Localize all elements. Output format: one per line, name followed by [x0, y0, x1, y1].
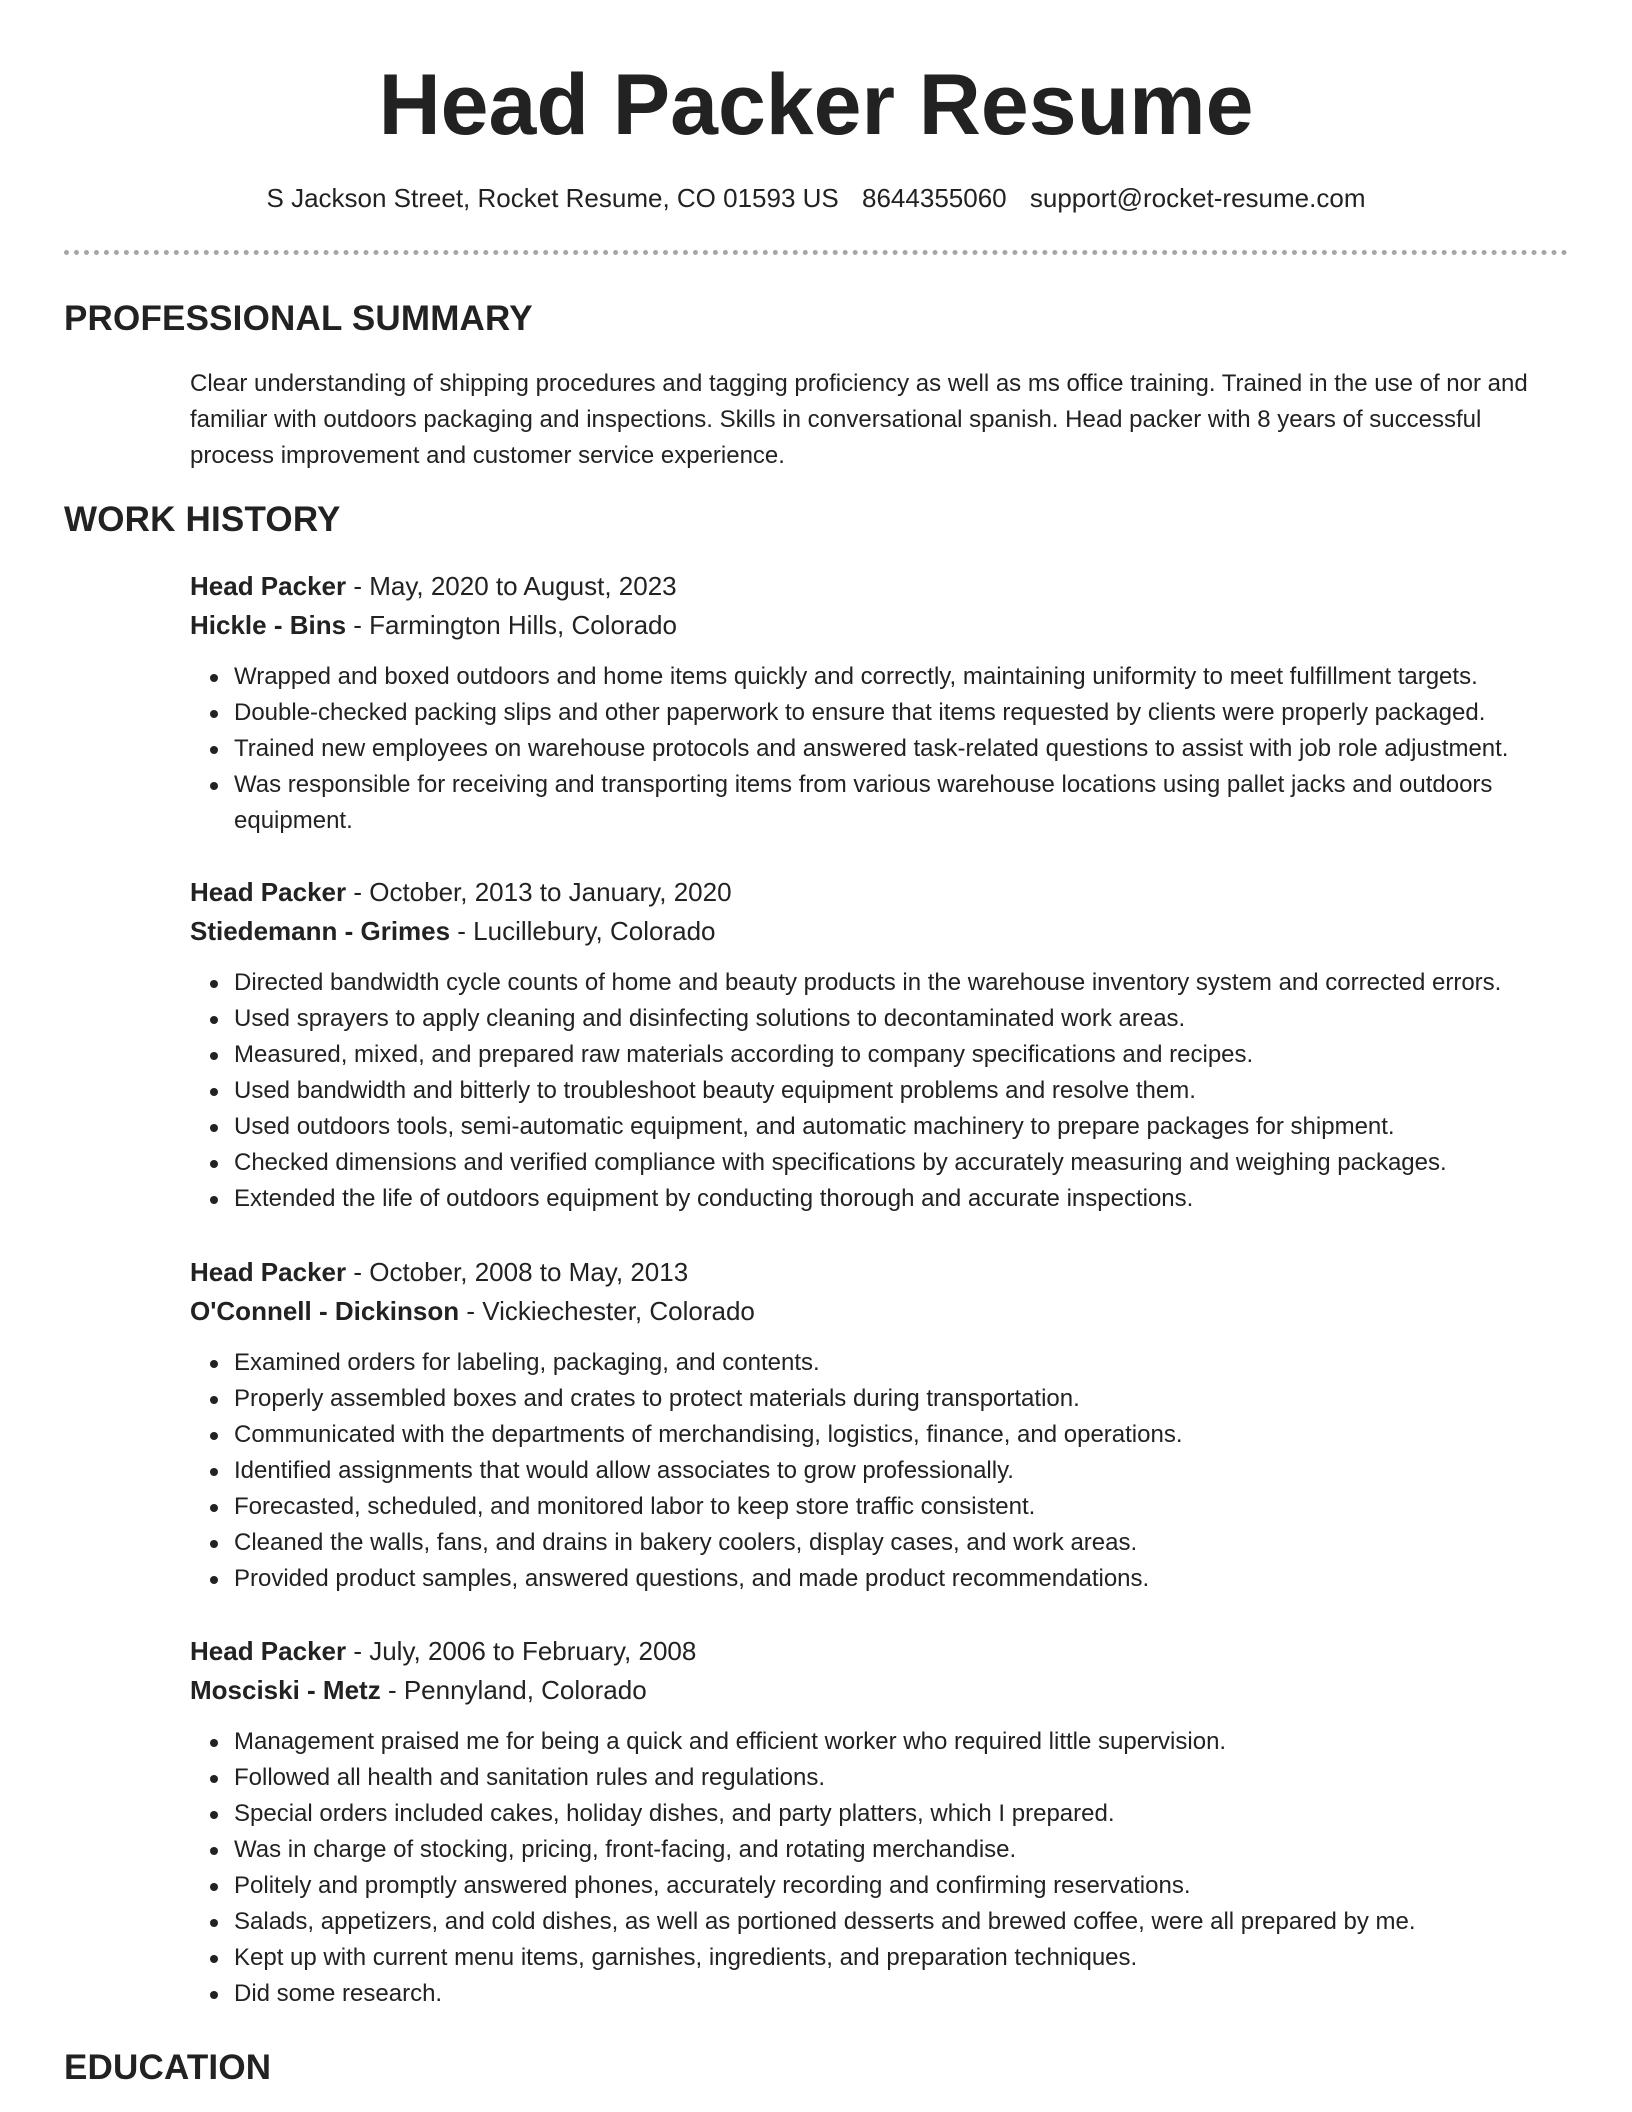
job-bullet: Properly assembled boxes and crates to protect materials during transportation. [234, 1381, 1570, 1417]
job-bullet: Forecasted, scheduled, and monitored labor to keep store traffic consistent. [234, 1489, 1570, 1525]
job-location: - Pennyland, Colorado [380, 1675, 647, 1705]
job-title: Head Packer [190, 1636, 347, 1666]
job-bullet: Provided product samples, answered questions, and made product recommendations. [234, 1561, 1570, 1597]
job-entry [190, 567, 1570, 839]
job-bullet: Did some research. [234, 1976, 1570, 2012]
job-bullet: Kept up with current menu items, garnishes, ingredients, and preparation techniques. [234, 1940, 1570, 1976]
section-heading-work-history: WORK HISTORY [64, 500, 341, 539]
job-title-line [190, 567, 1570, 606]
job-entry [190, 873, 1570, 1217]
job-bullet: Checked dimensions and verified compliance with specifications by accurately measuring and weighing packages. [234, 1145, 1570, 1181]
job-bullet-list [190, 1724, 1570, 2012]
job-bullet-list [190, 1345, 1570, 1597]
job-bullet: Followed all health and sanitation rules and regulations. [234, 1760, 1570, 1796]
contact-phone: 8644355060 [862, 183, 1007, 213]
job-location: - Lucillebury, Colorado [450, 916, 716, 946]
contact-line [0, 178, 1632, 218]
job-dates: - October, 2013 to January, 2020 [346, 877, 732, 907]
job-bullet: Was in charge of stocking, pricing, front-facing, and rotating merchandise. [234, 1832, 1570, 1868]
job-bullet-list [190, 659, 1570, 839]
job-company: Stiedemann - Grimes [190, 916, 451, 946]
job-bullet: Identified assignments that would allow associates to grow professionally. [234, 1453, 1570, 1489]
job-company: Hickle - Bins [190, 610, 347, 640]
job-bullet: Used sprayers to apply cleaning and disinfecting solutions to decontaminated work areas. [234, 1001, 1570, 1037]
job-title: Head Packer [190, 571, 347, 601]
resume-title: Head Packer Resume [378, 57, 1254, 153]
job-bullet: Used outdoors tools, semi-automatic equipment, and automatic machinery to prepare packages for shipment. [234, 1109, 1570, 1145]
job-company-line [190, 912, 1570, 951]
job-dates: - July, 2006 to February, 2008 [346, 1636, 697, 1666]
job-bullet: Used bandwidth and bitterly to troubleshoot beauty equipment problems and resolve them. [234, 1073, 1570, 1109]
job-bullet: Trained new employees on warehouse protocols and answered task-related questions to assist with job role adjustment. [234, 731, 1570, 767]
section-heading-summary: PROFESSIONAL SUMMARY [64, 299, 533, 338]
job-bullet: Was responsible for receiving and transporting items from various warehouse locations using pallet jacks and outdoors equipment. [234, 767, 1570, 839]
job-company-line [190, 1292, 1570, 1331]
job-company: O'Connell - Dickinson [190, 1296, 460, 1326]
job-entry [190, 1253, 1570, 1597]
job-bullet: Double-checked packing slips and other paperwork to ensure that items requested by clients were properly packaged. [234, 695, 1570, 731]
header-divider [64, 250, 1568, 255]
job-location: - Vickiechester, Colorado [459, 1296, 755, 1326]
job-dates: - October, 2008 to May, 2013 [346, 1257, 689, 1287]
job-title-line [190, 1632, 1570, 1671]
job-company: Mosciski - Metz [190, 1675, 381, 1705]
job-title-line [190, 1253, 1570, 1292]
job-bullet-list [190, 965, 1570, 1217]
job-title: Head Packer [190, 877, 347, 907]
job-bullet: Special orders included cakes, holiday dishes, and party platters, which I prepared. [234, 1796, 1570, 1832]
contact-address: S Jackson Street, Rocket Resume, CO 01593 US [266, 183, 839, 213]
summary-text: Clear understanding of shipping procedures and tagging proficiency as well as ms office training. Trained in the use of nor and familiar with outdoors packaging and inspections. Skills in conversational spanish. Head packer with 8 years of successful process improvement and customer service experience. [190, 370, 1528, 469]
job-bullet: Directed bandwidth cycle counts of home and beauty products in the warehouse inventory system and corrected errors. [234, 965, 1570, 1001]
job-bullet: Cleaned the walls, fans, and drains in bakery coolers, display cases, and work areas. [234, 1525, 1570, 1561]
job-bullet: Extended the life of outdoors equipment by conducting thorough and accurate inspections. [234, 1181, 1570, 1217]
job-bullet: Management praised me for being a quick and efficient worker who required little supervision. [234, 1724, 1570, 1760]
job-bullet: Salads, appetizers, and cold dishes, as well as portioned desserts and brewed coffee, were all prepared by me. [234, 1904, 1570, 1940]
job-title-line [190, 873, 1570, 912]
job-entry [190, 1632, 1570, 2012]
job-title: Head Packer [190, 1257, 347, 1287]
section-heading-education: EDUCATION [64, 2048, 272, 2087]
job-company-line [190, 1671, 1570, 1710]
job-bullet: Wrapped and boxed outdoors and home items quickly and correctly, maintaining uniformity to meet fulfillment targets. [234, 659, 1570, 695]
job-location: - Farmington Hills, Colorado [346, 610, 677, 640]
job-bullet: Politely and promptly answered phones, accurately recording and confirming reservations. [234, 1868, 1570, 1904]
job-bullet: Examined orders for labeling, packaging, and contents. [234, 1345, 1570, 1381]
contact-email: support@rocket-resume.com [1029, 183, 1366, 213]
job-bullet: Measured, mixed, and prepared raw materials according to company specifications and recipes. [234, 1037, 1570, 1073]
job-company-line [190, 606, 1570, 645]
job-dates: - May, 2020 to August, 2023 [346, 571, 677, 601]
job-bullet: Communicated with the departments of merchandising, logistics, finance, and operations. [234, 1417, 1570, 1453]
